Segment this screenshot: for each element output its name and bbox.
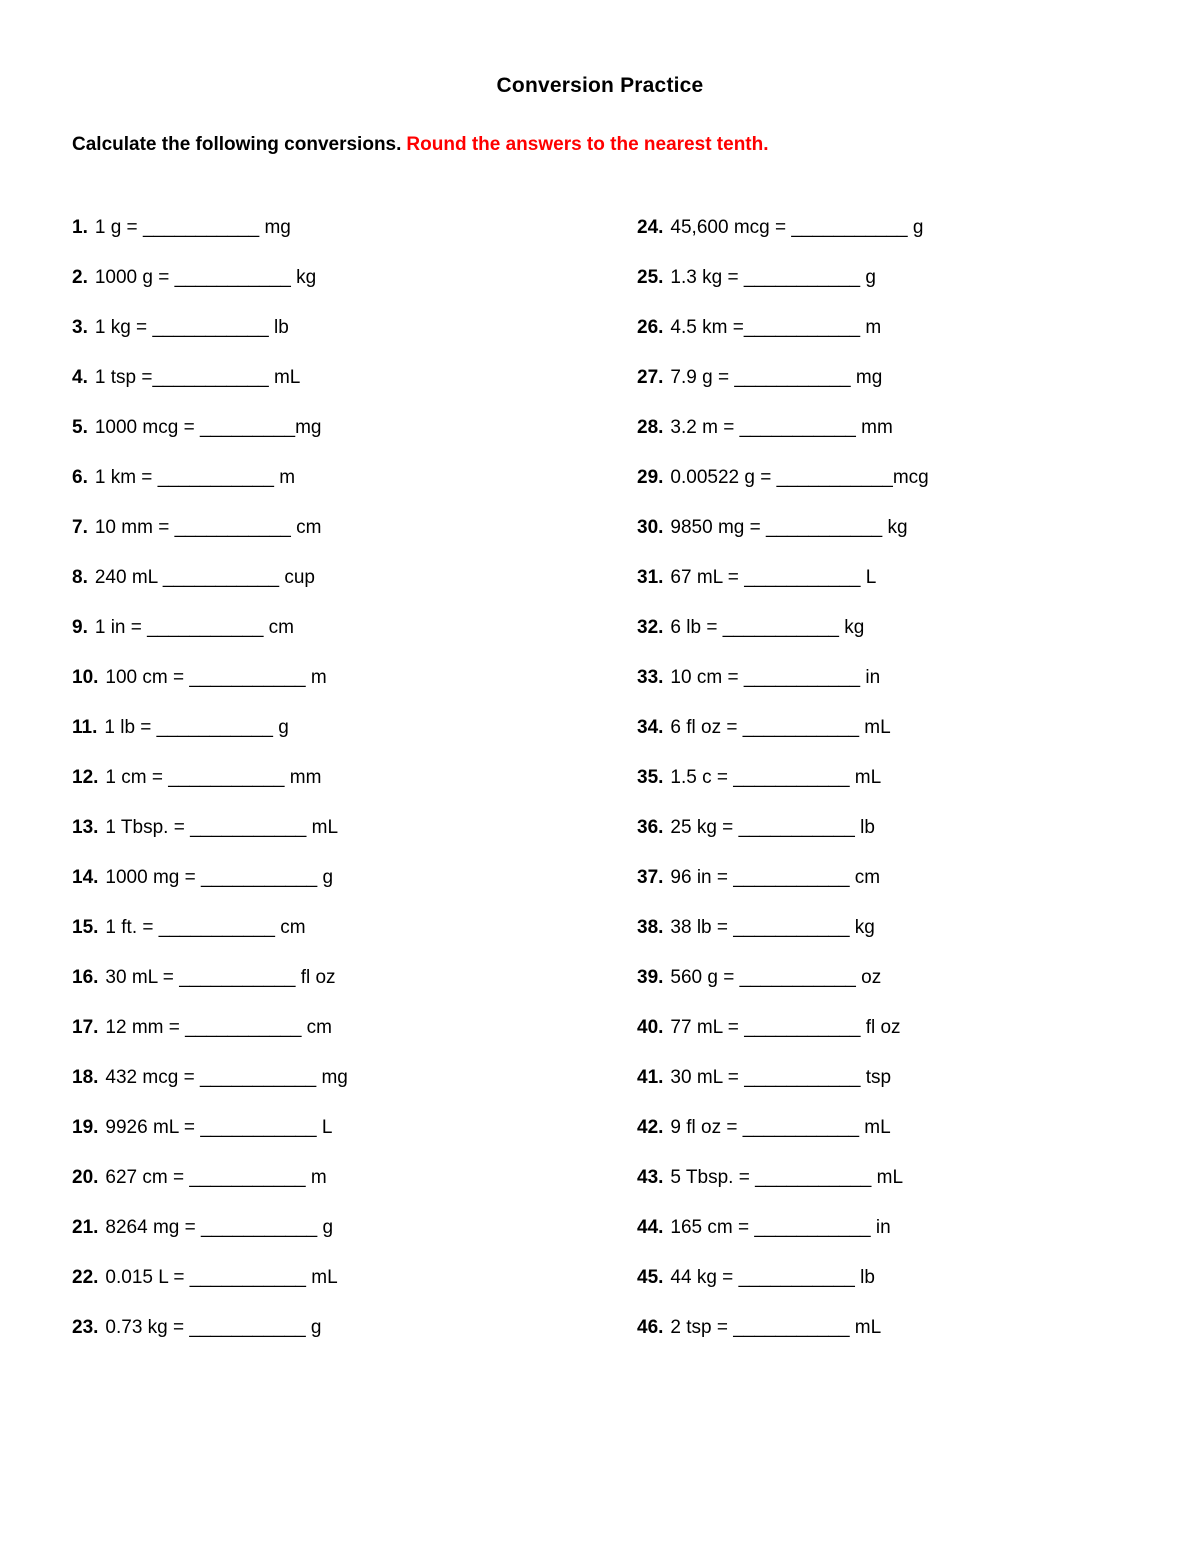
problem-unit: L <box>860 567 877 588</box>
page-title: Conversion Practice <box>496 74 704 97</box>
problem-row <box>72 566 637 616</box>
answer-blank: ___________ <box>744 1017 861 1038</box>
problem-number: 19. <box>72 1117 99 1138</box>
problem-given: 7.9 g = <box>670 367 735 388</box>
problem-given: 9926 mL = <box>105 1117 201 1138</box>
problem-row <box>637 716 1200 766</box>
problem-row <box>637 766 1200 816</box>
answer-blank: ___________ <box>158 917 276 938</box>
problem-row <box>637 616 1200 666</box>
answer-blank: ___________ <box>722 617 839 638</box>
problem-number: 38. <box>637 917 664 938</box>
problem-unit: mL <box>859 717 891 738</box>
problem-unit: cm <box>301 1017 333 1038</box>
problem-unit: cm <box>849 867 881 888</box>
problem-unit: L <box>316 1117 333 1138</box>
problem-unit: g <box>305 1317 322 1338</box>
problem-given: 1 in = <box>94 617 148 638</box>
problem-given: 560 g = <box>670 967 740 988</box>
problem-number: 6. <box>72 467 88 488</box>
problem-row <box>637 1166 1200 1216</box>
problem-row <box>72 866 637 916</box>
problem-row <box>637 966 1200 1016</box>
problem-row <box>72 466 637 516</box>
problem-row <box>72 616 637 666</box>
problem-number: 43. <box>637 1167 664 1188</box>
problem-unit: cm <box>275 917 306 938</box>
problem-unit: mm <box>284 767 322 788</box>
answer-blank: ___________ <box>189 667 306 688</box>
problem-number: 10. <box>72 667 99 688</box>
problem-number: 42. <box>637 1117 664 1138</box>
instruction-highlight-text: Round the answers to the nearest tenth. <box>406 134 769 155</box>
problem-given: 30 mL = <box>105 967 180 988</box>
answer-blank: ___________ <box>199 1067 317 1088</box>
problem-number: 35. <box>637 767 664 788</box>
problem-given: 1 g = <box>94 217 143 238</box>
problem-number: 16. <box>72 967 99 988</box>
problem-row <box>637 466 1200 516</box>
problem-number: 9. <box>72 617 88 638</box>
problem-unit: m <box>305 667 327 688</box>
problem-given: 1000 mg = <box>105 867 202 888</box>
problem-number: 26. <box>637 317 664 338</box>
problem-unit: tsp <box>860 1067 892 1088</box>
problem-number: 33. <box>637 667 664 688</box>
problem-number: 20. <box>72 1167 99 1188</box>
problem-given: 165 cm = <box>670 1217 755 1238</box>
problem-number: 44. <box>637 1217 664 1238</box>
problems-column-left <box>72 216 637 1366</box>
problem-unit: g <box>317 867 334 888</box>
answer-blank: ___________ <box>791 217 908 238</box>
answer-blank: ___________ <box>179 967 296 988</box>
problem-row <box>72 666 637 716</box>
problem-unit: mL <box>859 1117 891 1138</box>
problem-unit: m <box>860 317 882 338</box>
answer-blank: ___________ <box>142 217 260 238</box>
problem-unit: mg <box>295 417 322 438</box>
problem-number: 21. <box>72 1217 99 1238</box>
answer-blank: ___________ <box>156 717 273 738</box>
problem-given: 12 mm = <box>105 1017 186 1038</box>
instruction-text: Calculate the following conversions. <box>72 134 402 155</box>
problem-given: 1 km = <box>94 467 158 488</box>
problem-unit: oz <box>855 967 882 988</box>
answer-blank: ___________ <box>733 767 850 788</box>
answer-blank: ___________ <box>147 617 264 638</box>
problem-unit: cm <box>290 517 322 538</box>
problem-row <box>72 1266 637 1316</box>
problem-number: 14. <box>72 867 99 888</box>
problem-number: 25. <box>637 267 664 288</box>
problem-row <box>637 1016 1200 1066</box>
answer-blank: ___________ <box>754 1217 871 1238</box>
problem-unit: m <box>305 1167 327 1188</box>
answer-blank: ___________ <box>766 517 883 538</box>
answer-blank: ___________ <box>733 1317 850 1338</box>
answer-blank: ___________ <box>742 1117 860 1138</box>
answer-blank: ___________ <box>189 1317 306 1338</box>
problem-number: 23. <box>72 1317 99 1338</box>
problem-number: 46. <box>637 1317 664 1338</box>
problem-given: 0.73 kg = <box>105 1317 190 1338</box>
answer-blank: ___________ <box>739 417 856 438</box>
problem-given: 1000 g = <box>94 267 175 288</box>
problem-given: 1 cm = <box>105 767 169 788</box>
answer-blank: ___________ <box>743 267 861 288</box>
problem-row <box>72 716 637 766</box>
problem-row <box>72 266 637 316</box>
problem-row <box>72 416 637 466</box>
problem-number: 22. <box>72 1267 99 1288</box>
problem-row <box>637 416 1200 466</box>
problem-row <box>637 516 1200 566</box>
problem-number: 37. <box>637 867 664 888</box>
problem-number: 29. <box>637 467 664 488</box>
problem-unit: lb <box>854 817 875 838</box>
problem-given: 1 ft. = <box>105 917 159 938</box>
problem-number: 17. <box>72 1017 99 1038</box>
problem-row <box>72 816 637 866</box>
problem-unit: m <box>273 467 296 488</box>
problem-row <box>637 816 1200 866</box>
problem-number: 28. <box>637 417 664 438</box>
problem-row <box>72 316 637 366</box>
problem-number: 15. <box>72 917 99 938</box>
problems-column-right <box>637 216 1200 1366</box>
problem-number: 3. <box>72 317 88 338</box>
answer-blank: _________ <box>199 417 296 438</box>
problem-number: 2. <box>72 267 88 288</box>
problem-number: 39. <box>637 967 664 988</box>
problem-unit: mcg <box>892 467 929 488</box>
problem-given: 96 in = <box>670 867 734 888</box>
problem-number: 13. <box>72 817 99 838</box>
problem-given: 5 Tbsp. = <box>670 1167 756 1188</box>
answer-blank: ___________ <box>189 1167 306 1188</box>
problem-row <box>637 1066 1200 1116</box>
problem-given: 0.015 L = <box>105 1267 190 1288</box>
answer-blank: ___________ <box>168 767 285 788</box>
problem-unit: mL <box>306 1267 338 1288</box>
problem-given: 6 lb = <box>670 617 723 638</box>
problem-row <box>72 366 637 416</box>
problem-given: 1 lb = <box>104 717 157 738</box>
problem-given: 3.2 m = <box>670 417 740 438</box>
answer-blank: ___________ <box>174 267 291 288</box>
problem-row <box>637 566 1200 616</box>
answer-blank: ___________ <box>189 1267 307 1288</box>
problem-unit: mL <box>849 1317 882 1338</box>
problems-grid <box>72 216 1200 1366</box>
problem-given: 10 mm = <box>94 517 175 538</box>
problem-given: 9 fl oz = <box>670 1117 743 1138</box>
problem-given: 1.3 kg = <box>670 267 744 288</box>
problem-row <box>637 1116 1200 1166</box>
problem-row <box>72 966 637 1016</box>
problem-number: 7. <box>72 517 88 538</box>
problem-unit: mL <box>268 367 301 388</box>
answer-blank: ___________ <box>201 1217 318 1238</box>
problem-row <box>72 1066 637 1116</box>
problem-unit: g <box>317 1217 334 1238</box>
problem-given: 25 kg = <box>670 817 739 838</box>
problem-given: 10 cm = <box>670 667 744 688</box>
problem-number: 34. <box>637 717 664 738</box>
problem-row <box>637 916 1200 966</box>
problem-row <box>72 1016 637 1066</box>
problem-number: 8. <box>72 567 88 588</box>
problem-unit: in <box>870 1217 891 1238</box>
problem-given: 6 fl oz = <box>670 717 743 738</box>
problem-number: 11. <box>72 717 98 738</box>
answer-blank: ___________ <box>185 1017 302 1038</box>
problem-given: 1 kg = <box>94 317 153 338</box>
problem-unit: mm <box>855 417 893 438</box>
instruction-line <box>72 134 1200 156</box>
problem-given: 100 cm = <box>105 667 190 688</box>
problem-row <box>637 1266 1200 1316</box>
problem-number: 24. <box>637 217 664 238</box>
problem-given: 1 tsp = <box>94 367 153 388</box>
answer-blank: ___________ <box>157 467 274 488</box>
answer-blank: ___________ <box>743 667 861 688</box>
problem-unit: fl oz <box>860 1017 901 1038</box>
answer-blank: ___________ <box>152 317 269 338</box>
problem-row <box>637 216 1200 266</box>
problem-given: 38 lb = <box>670 917 734 938</box>
answer-blank: ___________ <box>162 567 280 588</box>
problem-row <box>637 366 1200 416</box>
problem-given: 67 mL = <box>670 567 745 588</box>
problem-unit: fl oz <box>295 967 336 988</box>
problem-given: 2 tsp = <box>670 1317 734 1338</box>
problem-given: 4.5 km = <box>670 317 744 338</box>
problem-unit: mg <box>850 367 883 388</box>
problem-number: 18. <box>72 1067 99 1088</box>
problem-given: 627 cm = <box>105 1167 190 1188</box>
problem-unit: lb <box>268 317 289 338</box>
problem-unit: cup <box>279 567 315 588</box>
answer-blank: ___________ <box>152 367 269 388</box>
problem-row <box>72 1216 637 1266</box>
problem-unit: mg <box>316 1067 348 1088</box>
problem-given: 8264 mg = <box>105 1217 202 1238</box>
problem-unit: g <box>907 217 924 238</box>
answer-blank: ___________ <box>776 467 893 488</box>
answer-blank: ___________ <box>190 817 307 838</box>
answer-blank: ___________ <box>733 917 850 938</box>
problem-number: 5. <box>72 417 88 438</box>
problem-number: 32. <box>637 617 664 638</box>
problem-unit: mg <box>259 217 291 238</box>
answer-blank: ___________ <box>742 717 860 738</box>
answer-blank: ___________ <box>755 1167 872 1188</box>
problem-row <box>72 766 637 816</box>
answer-blank: ___________ <box>744 1067 861 1088</box>
answer-blank: ___________ <box>743 317 861 338</box>
answer-blank: ___________ <box>744 567 861 588</box>
problem-row <box>72 1316 637 1366</box>
problem-row <box>637 866 1200 916</box>
problem-row <box>72 916 637 966</box>
problem-row <box>637 316 1200 366</box>
answer-blank: ___________ <box>201 867 318 888</box>
answer-blank: ___________ <box>734 367 851 388</box>
problem-unit: mL <box>871 1167 904 1188</box>
problem-row <box>637 666 1200 716</box>
answer-blank: ___________ <box>200 1117 317 1138</box>
problem-unit: kg <box>849 917 875 938</box>
problem-given: 1 Tbsp. = <box>105 817 191 838</box>
problem-unit: mL <box>849 767 882 788</box>
problem-given: 432 mcg = <box>105 1067 200 1088</box>
problem-unit: cm <box>263 617 295 638</box>
problem-unit: kg <box>290 267 317 288</box>
problem-row <box>72 1166 637 1216</box>
problem-unit: kg <box>882 517 908 538</box>
answer-blank: ___________ <box>174 517 291 538</box>
problem-number: 40. <box>637 1017 664 1038</box>
answer-blank: ___________ <box>738 817 855 838</box>
problem-given: 77 mL = <box>670 1017 745 1038</box>
problem-given: 44 kg = <box>670 1267 739 1288</box>
problem-given: 30 mL = <box>670 1067 745 1088</box>
problem-number: 31. <box>637 567 664 588</box>
answer-blank: ___________ <box>733 867 850 888</box>
problem-unit: in <box>860 667 881 688</box>
problem-given: 240 mL <box>94 567 163 588</box>
problem-number: 36. <box>637 817 664 838</box>
problem-unit: g <box>860 267 876 288</box>
problem-number: 30. <box>637 517 664 538</box>
answer-blank: ___________ <box>739 967 856 988</box>
problem-unit: kg <box>838 617 865 638</box>
problem-row <box>72 1116 637 1166</box>
problem-number: 4. <box>72 367 88 388</box>
problem-given: 0.00522 g = <box>670 467 777 488</box>
problem-unit: lb <box>854 1267 875 1288</box>
answer-blank: ___________ <box>738 1267 855 1288</box>
problem-number: 45. <box>637 1267 664 1288</box>
problem-number: 1. <box>72 217 88 238</box>
problem-row <box>637 1316 1200 1366</box>
problem-number: 41. <box>637 1067 664 1088</box>
problem-row <box>72 516 637 566</box>
problem-number: 12. <box>72 767 99 788</box>
problem-row <box>637 1216 1200 1266</box>
problem-given: 45,600 mcg = <box>670 217 792 238</box>
problem-unit: mL <box>306 817 339 838</box>
problem-given: 1.5 c = <box>670 767 734 788</box>
problem-given: 1000 mcg = <box>94 417 200 438</box>
problem-row <box>72 216 637 266</box>
problem-row <box>637 266 1200 316</box>
problem-number: 27. <box>637 367 664 388</box>
problem-unit: g <box>272 717 289 738</box>
problem-given: 9850 mg = <box>670 517 767 538</box>
